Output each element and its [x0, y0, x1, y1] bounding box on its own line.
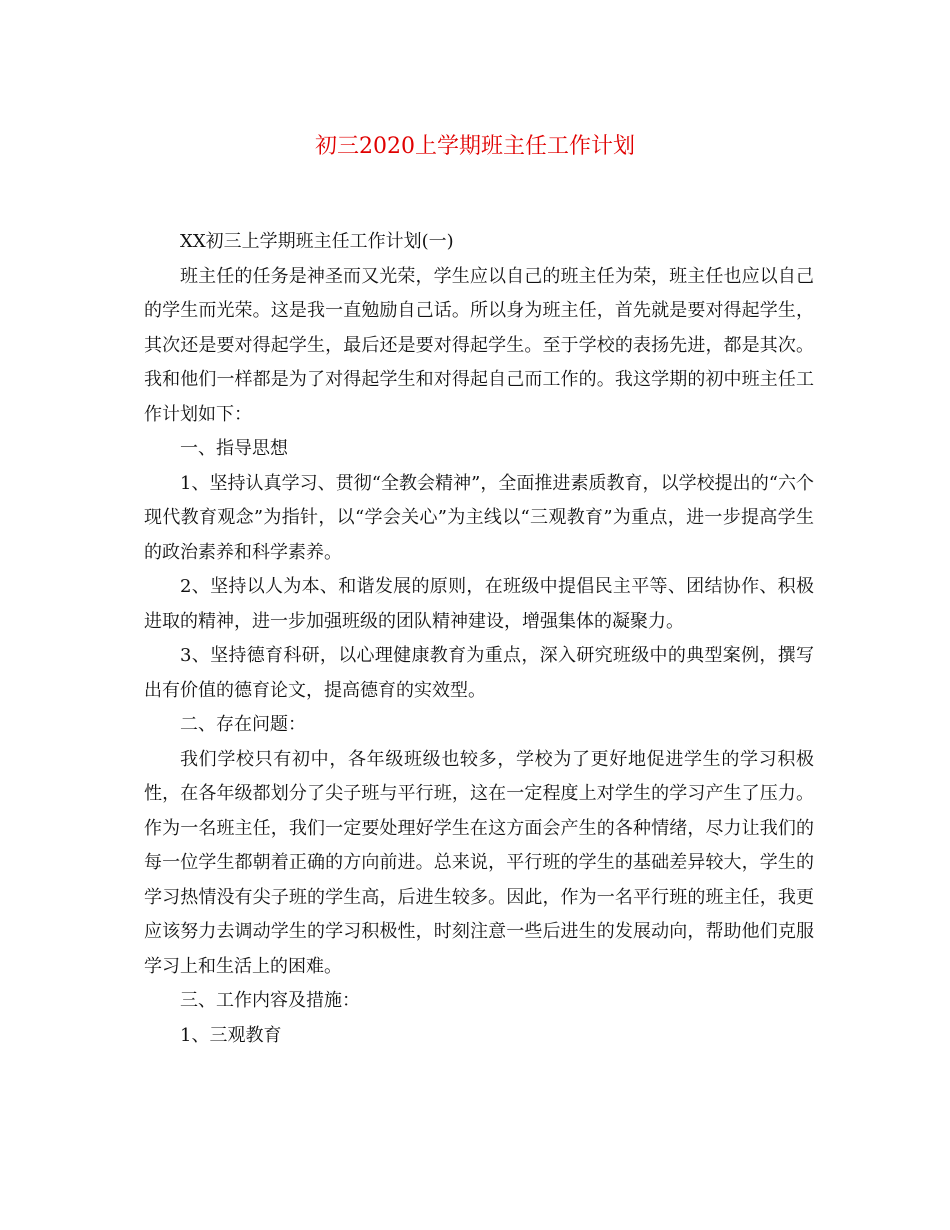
paragraph-guiding-2: 2、坚持以人为本、和谐发展的原则，在班级中提倡民主平等、团结协作、积极进取的精神，进一步加强班级的团队精神建设，增强集体的凝聚力。 — [144, 576, 814, 632]
paragraph-problems: 我们学校只有初中，各年级班级也较多，学校为了更好地促进学生的学习积极性，在各年级都划分了尖子班与平行班，这在一定程度上对学生的学习产生了压力。作为一名班主任，我们一定要处理好学生在这方面会产生的各种情绪，尽力让我们的每一位学生都朝着正确的方向前进。总来说，平行班的学生的基础差异较大，学生的学习热情没有尖子班的学生高，后进生较多。因此，作为一名平行班的班主任，我更应该努力去调动学生的学习积极性，时刻注意一些后进生的发展动向，帮助他们克服学习上和生活上的困难。 — [144, 748, 814, 977]
document-body — [144, 225, 814, 1053]
paragraph-guiding-1: 1、坚持认真学习、贯彻“全教会精神”，全面推进素质教育，以学校提出的“六个现代教育观念”为指针，以“学会关心”为主线以“三观教育”为重点，进一步提高学生的政治素养和科学素养。 — [144, 472, 814, 563]
paragraph-subtitle: XX初三上学期班主任工作计划(一) — [180, 231, 454, 252]
paragraph-intro: 班主任的任务是神圣而又光荣，学生应以自己的班主任为荣，班主任也应以自己的学生而光荣。这是我一直勉励自己话。所以身为班主任，首先就是要对得起学生，其次还是要对得起学生，最后还是要对得起学生。至于学校的表扬先进，都是其次。我和他们一样都是为了对得起学生和对得起自己而工作的。我这学期的初中班主任工作计划如下： — [144, 265, 814, 425]
subheading-three-views: 1、三观教育 — [180, 1024, 282, 1046]
paragraph-guiding-3: 3、坚持德育科研，以心理健康教育为重点，深入研究班级中的典型案例，撰写出有价值的德育论文，提高德育的实效型。 — [144, 645, 814, 701]
document-title: 初三2020上学期班主任工作计划 — [315, 134, 635, 159]
section-heading-problems: 二、存在问题： — [180, 714, 306, 735]
section-heading-measures: 三、工作内容及措施： — [180, 990, 360, 1011]
section-heading-guiding-ideology: 一、指导思想 — [180, 438, 288, 459]
